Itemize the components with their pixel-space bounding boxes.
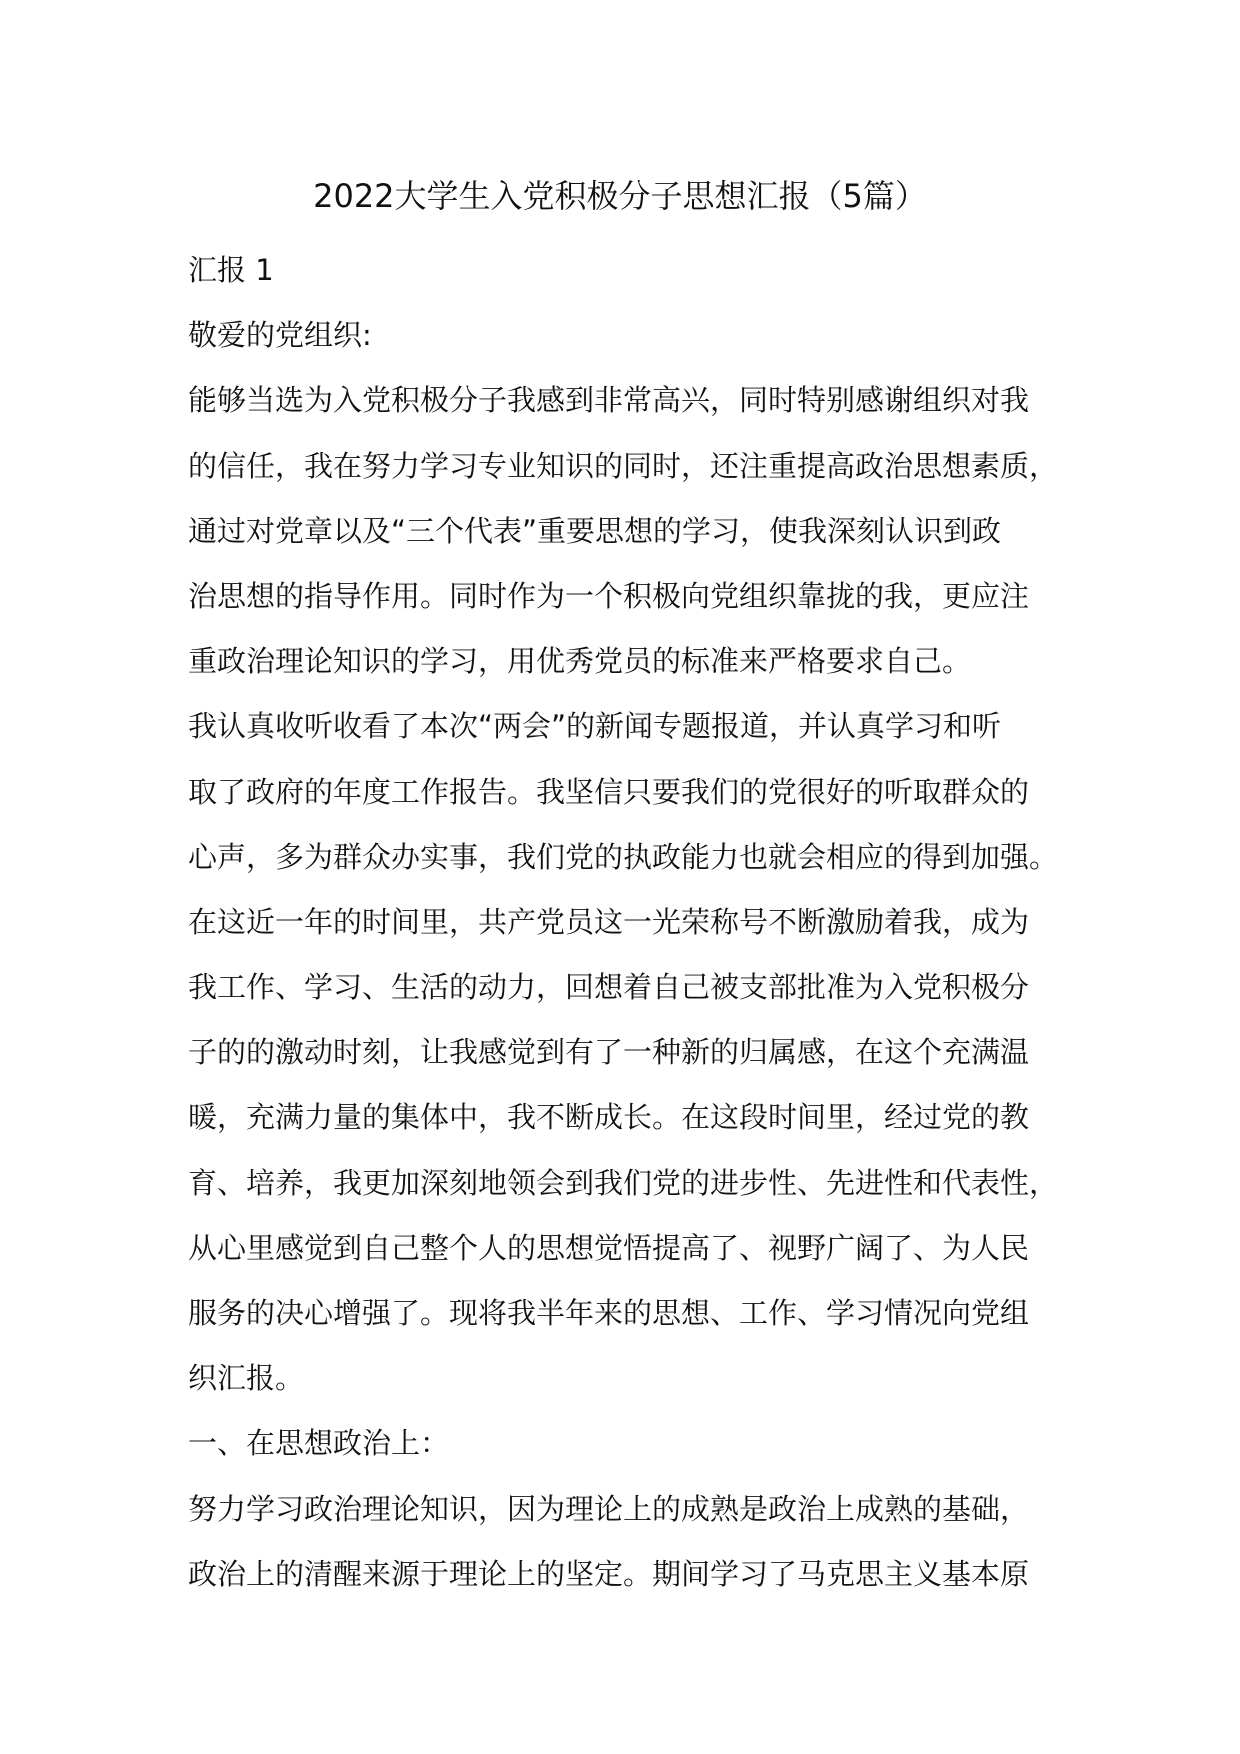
body-line: 的信任，我在努力学习专业知识的同时，还注重提高政治思想素质， [188, 448, 1059, 483]
body-line: 子的的激动时刻，让我感觉到有了一种新的归属感，在这个充满温 [188, 1035, 1030, 1070]
body-line: 从心里感觉到自己整个人的思想觉悟提高了、视野广阔了、为人民 [188, 1230, 1030, 1265]
body-line: 治思想的指导作用。同时作为一个积极向党组织靠拢的我，更应注 [188, 578, 1030, 613]
salutation: 敬爱的党组织: [188, 318, 372, 353]
body-line: 能够当选为入党积极分子我感到非常高兴，同时特别感谢组织对我 [188, 383, 1030, 418]
body-line: 育、培养，我更加深刻地领会到我们党的进步性、先进性和代表性， [188, 1165, 1059, 1200]
body-line: 重政治理论知识的学习，用优秀党员的标准来严格要求自己。 [188, 644, 972, 679]
section-heading: 一、在思想政治上： [188, 1426, 450, 1461]
body-line: 政治上的清醒来源于理论上的坚定。期间学习了马克思主义基本原 [188, 1556, 1030, 1591]
body-line: 暖，充满力量的集体中，我不断成长。在这段时间里，经过党的教 [188, 1100, 1030, 1135]
body-line: 努力学习政治理论知识，因为理论上的成熟是政治上成熟的基础， [188, 1491, 1030, 1526]
document-body [188, 238, 1088, 1607]
body-line: 在这近一年的时间里，共产党员这一光荣称号不断激励着我，成为 [188, 904, 1030, 939]
body-line: 取了政府的年度工作报告。我坚信只要我们的党很好的听取群众的 [188, 774, 1030, 809]
body-line: 织汇报。 [188, 1361, 305, 1396]
document-title: 2022大学生入党积极分子思想汇报（5篇） [313, 177, 927, 215]
body-line: 服务的决心增强了。现将我半年来的思想、工作、学习情况向党组 [188, 1296, 1030, 1330]
body-line: 通过对党章以及“三个代表”重要思想的学习，使我深刻认识到政 [188, 513, 1002, 548]
body-line: 我工作、学习、生活的动力，回想着自己被支部批准为入党积极分 [188, 970, 1030, 1005]
report-heading: 汇报 1 [188, 253, 274, 287]
body-line: 我认真收听收看了本次“两会”的新闻专题报道，并认真学习和听 [188, 709, 1002, 744]
body-line: 心声，多为群众办实事，我们党的执政能力也就会相应的得到加强。 [188, 839, 1059, 874]
